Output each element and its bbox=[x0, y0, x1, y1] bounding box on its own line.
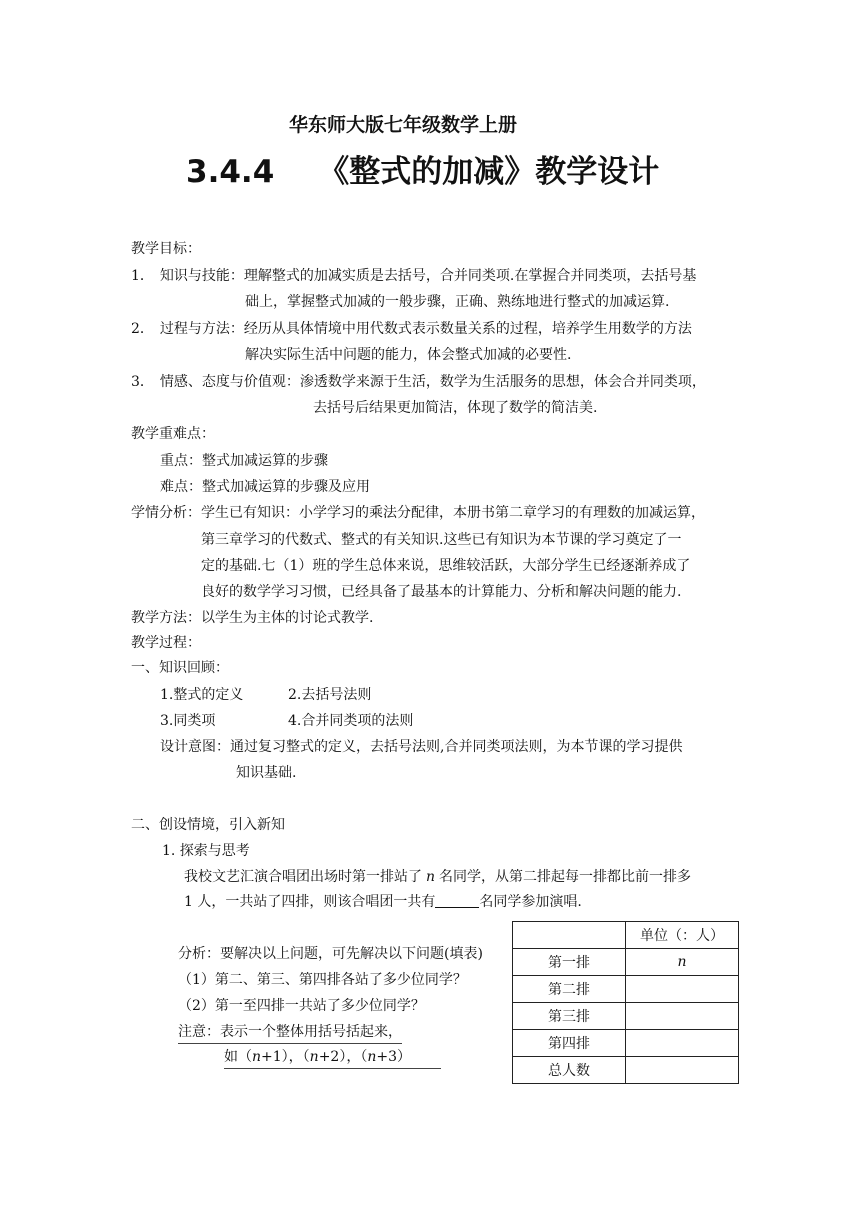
row-label: 第一排 bbox=[513, 949, 626, 976]
table-row bbox=[513, 1003, 739, 1030]
objective-2: 2． 过程与方法：经历从具体情境中用代数式表示数量关系的过程，培养学生用数学的方法 bbox=[131, 321, 692, 337]
review-item-3: 3.同类项 bbox=[160, 713, 216, 729]
objective-1-cont: 础上，掌握整式加减的一般步骤，正确、熟练地进行整式的加减运算. bbox=[245, 294, 670, 310]
table-row bbox=[513, 949, 739, 976]
sub-question-1: （1）第二、第三、第四排各站了多少位同学？ bbox=[178, 972, 467, 988]
table-cell[interactable] bbox=[626, 1057, 739, 1084]
table-row bbox=[513, 1030, 739, 1057]
problem-line-2: 1 人，一共站了四排，则该合唱团一共有 名同学参加演唱. bbox=[184, 894, 582, 910]
document-title bbox=[186, 152, 659, 192]
analysis-line-4: 良好的数学学习习惯，已经具备了最基本的计算能力、分析和解决问题的能力. bbox=[201, 584, 682, 600]
sub-question-2: （2）第一至四排一共站了多少位同学？ bbox=[178, 998, 425, 1014]
table-row bbox=[513, 976, 739, 1003]
analysis-line-3: 定的基础.七（1）班的学生总体来说，思维较活跃，大部分学生已经逐渐养成了 bbox=[201, 558, 691, 574]
objective-1: 1． 知识与技能：理解整式的加减实质是去括号，合并同类项.在掌握合并同类项，去括号基 bbox=[131, 268, 697, 284]
process-heading: 教学过程： bbox=[131, 635, 201, 651]
row-label: 第三排 bbox=[513, 1003, 626, 1030]
teaching-method: 教学方法：以学生为主体的讨论式教学. bbox=[131, 610, 374, 626]
title-text: 《整式的加减》教学设计 bbox=[318, 154, 660, 190]
row-label: 第二排 bbox=[513, 976, 626, 1003]
example-text: 如（n+1），（n+2），（n+3） bbox=[224, 1047, 441, 1069]
unit-header: 单位（：人） bbox=[626, 922, 739, 949]
analysis-line-1: 学情分析：学生已有知识：小学学习的乘法分配律，本册书第二章学习的有理数的加减运算， bbox=[131, 505, 705, 521]
scenario-title: 二、创设情境，引入新知 bbox=[131, 817, 285, 833]
table-cell bbox=[513, 922, 626, 949]
analysis-line-2: 第三章学习的代数式、整式的有关知识.这些已有知识为本节课的学习奠定了一 bbox=[201, 532, 682, 548]
review-title: 一、知识回顾： bbox=[131, 660, 229, 676]
difficult-point: 难点：整式加减运算的步骤及应用 bbox=[160, 479, 370, 495]
table-cell[interactable] bbox=[626, 1030, 739, 1057]
design-intent: 设计意图：通过复习整式的定义，去括号法则,合并同类项法则，为本节课的学习提供 bbox=[160, 739, 683, 755]
table-cell[interactable] bbox=[626, 1003, 739, 1030]
count-table bbox=[512, 921, 739, 1084]
table-row bbox=[513, 1057, 739, 1084]
answer-blank[interactable] bbox=[435, 892, 479, 908]
objectives-heading: 教学目标： bbox=[131, 241, 201, 257]
note-text: 注意：表示一个整体用括号括起来， bbox=[178, 1022, 402, 1044]
table-cell[interactable] bbox=[626, 976, 739, 1003]
explore-subtitle: 1. 探索与思考 bbox=[162, 843, 250, 859]
problem-line-1: 我校文艺汇演合唱团出场时第一排站了 n 名同学，从第二排起每一排都比前一排多 bbox=[184, 869, 692, 885]
objective-3: 3． 情感、态度与价值观：渗透数学来源于生活，数学为生活服务的思想，体会合并同类项， bbox=[131, 374, 706, 390]
review-item-4: 4.合并同类项的法则 bbox=[288, 713, 414, 729]
table-row bbox=[513, 922, 739, 949]
objective-3-cont: 去括号后结果更加简洁，体现了数学的简洁美. bbox=[313, 400, 598, 416]
keypoints-heading: 教学重难点： bbox=[131, 426, 215, 442]
row-label: 第四排 bbox=[513, 1030, 626, 1057]
analysis-hint: 分析：要解决以上问题，可先解决以下问题(填表) bbox=[178, 946, 483, 962]
design-intent-cont: 知识基础. bbox=[236, 765, 297, 781]
row-label: 总人数 bbox=[513, 1057, 626, 1084]
section-number: 3.4.4 bbox=[186, 154, 275, 190]
review-item-1: 1.整式的定义 bbox=[160, 687, 244, 703]
focus-point: 重点：整式加减运算的步骤 bbox=[160, 453, 328, 469]
objective-2-cont: 解决实际生活中问题的能力，体会整式加减的必要性. bbox=[245, 347, 572, 363]
review-item-2: 2.去括号法则 bbox=[288, 687, 372, 703]
table-cell[interactable]: n bbox=[626, 949, 739, 976]
document-subtitle: 华东师大版七年级数学上册 bbox=[289, 114, 518, 136]
